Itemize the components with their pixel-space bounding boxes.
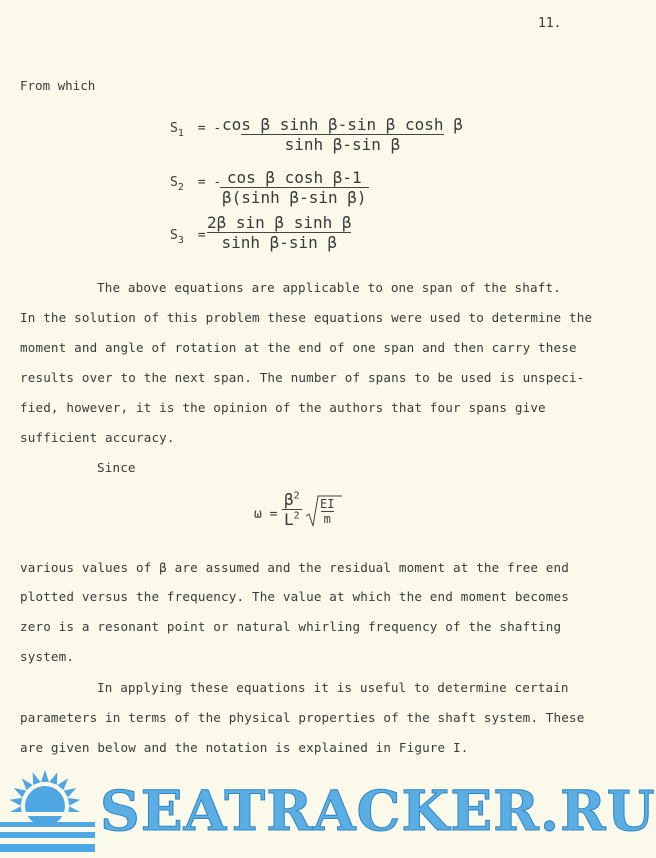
- paragraph-2-line: zero is a resonant point or natural whirling frequency of the shafting: [20, 619, 562, 634]
- intro-text: From which: [20, 78, 96, 93]
- omega-numerator: $\beta^2$: [284, 490, 300, 509]
- paragraph-1-line: fied, however, it is the opinion of the authors that four spans give: [20, 400, 546, 415]
- paragraph-1-line: sufficient accuracy.: [20, 430, 175, 445]
- paragraph-1-line: In the solution of this problem these equations were used to determine the: [20, 310, 593, 325]
- eq-s3-fraction: [205, 213, 354, 252]
- watermark-text: SEATRACKER.RU: [100, 778, 656, 843]
- eq-s2-numerator: cos β cosh β-1: [226, 168, 362, 187]
- paragraph-2-line: plotted versus the frequency. The value at which the end moment becomes: [20, 589, 569, 604]
- eq-s1-fraction: [220, 115, 465, 154]
- eq-s2-fraction: [220, 168, 369, 207]
- paragraph-1-line: results over to the next span. The number of spans to be used is unspeci-: [20, 370, 585, 385]
- eq-s2-lhs: $S_2$ = -: [170, 175, 222, 193]
- paragraph-2-line: various values of β are assumed and the residual moment at the free end: [20, 560, 569, 575]
- eq-s1-denominator: sinh β-sin β: [241, 134, 445, 154]
- eq-s3-numerator: 2β sin β sinh β: [207, 213, 352, 232]
- radical-denominator: m: [321, 511, 334, 526]
- eq-s3-lhs: $S_3$ =: [170, 228, 206, 246]
- paragraph-3-line: parameters in terms of the physical properties of the shaft system. These: [20, 710, 585, 725]
- eq-s2-denominator: β(sinh β-sin β): [222, 188, 367, 207]
- paragraph-1-line: The above equations are applicable to one span of the shaft.: [97, 280, 561, 295]
- paragraph-3-line: are given below and the notation is explained in Figure I.: [20, 740, 469, 755]
- paragraph-2-line: system.: [20, 649, 75, 664]
- omega-fraction: [282, 490, 302, 529]
- eq-s1-numerator: cos β sinh β-sin β cosh β: [222, 115, 463, 134]
- eq-s1-lhs: $S_1$ = -: [170, 121, 222, 139]
- omega-lhs: ω =: [254, 507, 278, 522]
- omega-denominator: $L^2$: [284, 510, 300, 529]
- radical-numerator: EI: [320, 497, 335, 511]
- since-text: Since: [97, 460, 136, 475]
- paragraph-3-line: In applying these equations it is useful to determine certain: [97, 680, 569, 695]
- page-number: 11.: [538, 16, 562, 31]
- eq-s3-denominator: sinh β-sin β: [207, 232, 351, 252]
- paragraph-1-line: moment and angle of rotation at the end of one span and then carry these: [20, 340, 577, 355]
